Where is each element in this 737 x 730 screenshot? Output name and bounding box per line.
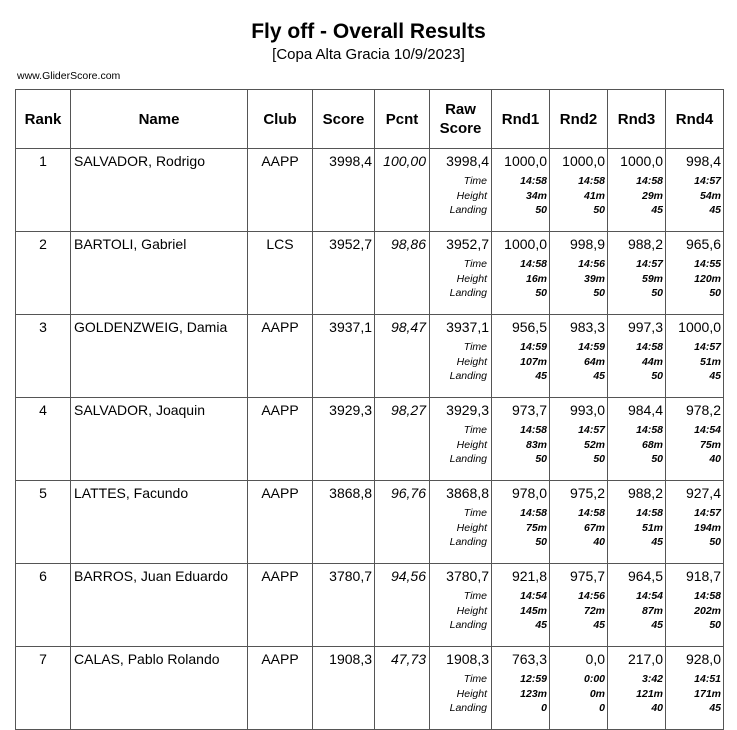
round-stats [550, 174, 605, 218]
round-stats [608, 174, 663, 218]
sub-labels [430, 423, 489, 467]
round-height: 64m [583, 355, 605, 368]
cell-score: 3998,4 [313, 149, 375, 232]
round-score: 918,7 [685, 568, 721, 584]
round-score: 973,7 [511, 402, 547, 418]
round-stats [550, 257, 605, 301]
landing-label: Landing [449, 536, 487, 549]
round-score: 1000,0 [504, 153, 547, 169]
cell-rnd4 [666, 232, 724, 315]
round-time: 14:58 [520, 175, 547, 187]
time-label: Time [463, 507, 487, 519]
sub-labels [430, 257, 489, 301]
height-label: Height [456, 355, 487, 368]
cell-name: BARROS, Juan Eduardo [71, 564, 248, 647]
round-height: 59m [641, 272, 663, 285]
round-score: 763,3 [511, 651, 547, 667]
round-landing: 50 [535, 536, 547, 549]
raw-score-value: 1908,3 [446, 651, 489, 667]
header-club: Club [248, 90, 313, 149]
round-score: 975,7 [569, 568, 605, 584]
round-landing: 50 [593, 204, 605, 217]
cell-pcnt: 100,00 [375, 149, 430, 232]
round-height: 34m [525, 189, 547, 202]
round-time: 3:42 [641, 673, 663, 685]
round-landing: 50 [651, 287, 663, 300]
table-row [16, 647, 724, 730]
round-height: 87m [641, 604, 663, 617]
landing-label: Landing [449, 287, 487, 300]
cell-rank: 5 [16, 481, 71, 564]
round-landing: 50 [593, 287, 605, 300]
round-time: 14:51 [694, 673, 721, 685]
round-height: 194m [694, 521, 721, 534]
round-height: 29m [641, 189, 663, 202]
round-score: 217,0 [627, 651, 663, 667]
cell-rnd3 [608, 647, 666, 730]
sub-labels [430, 174, 489, 218]
cell-rnd2 [550, 315, 608, 398]
round-landing: 50 [709, 287, 721, 300]
cell-rnd1 [492, 149, 550, 232]
round-score: 927,4 [685, 485, 721, 501]
round-landing: 45 [535, 619, 547, 632]
round-landing: 45 [535, 370, 547, 383]
cell-rnd2 [550, 647, 608, 730]
round-time: 14:58 [636, 175, 663, 187]
round-landing: 45 [709, 370, 721, 383]
cell-rnd3 [608, 398, 666, 481]
round-height: 68m [641, 438, 663, 451]
cell-rnd3 [608, 481, 666, 564]
table-row [16, 564, 724, 647]
round-score: 978,0 [511, 485, 547, 501]
round-stats [492, 589, 547, 633]
round-stats [608, 257, 663, 301]
landing-label: Landing [449, 370, 487, 383]
cell-pcnt: 96,76 [375, 481, 430, 564]
cell-rank: 6 [16, 564, 71, 647]
round-stats [550, 672, 605, 716]
cell-name: LATTES, Facundo [71, 481, 248, 564]
page-subtitle: [Copa Alta Gracia 10/9/2023] [272, 46, 465, 63]
cell-raw-score [430, 315, 492, 398]
cell-name: SALVADOR, Rodrigo [71, 149, 248, 232]
sub-labels [430, 340, 489, 384]
cell-score: 3937,1 [313, 315, 375, 398]
round-landing: 45 [651, 204, 663, 217]
round-height: 145m [520, 604, 547, 617]
cell-rnd2 [550, 232, 608, 315]
round-landing: 50 [535, 204, 547, 217]
round-time: 14:57 [694, 341, 721, 353]
cell-club: AAPP [248, 647, 313, 730]
round-height: 107m [520, 355, 547, 368]
round-stats [666, 257, 721, 301]
round-time: 14:58 [636, 507, 663, 519]
round-stats [492, 506, 547, 550]
round-score: 0,0 [585, 651, 605, 667]
cell-rnd2 [550, 398, 608, 481]
cell-name: CALAS, Pablo Rolando [71, 647, 248, 730]
cell-raw-score [430, 149, 492, 232]
raw-score-value: 3937,1 [446, 319, 489, 335]
cell-pcnt: 94,56 [375, 564, 430, 647]
cell-rnd1 [492, 398, 550, 481]
cell-rnd4 [666, 149, 724, 232]
round-score: 997,3 [627, 319, 663, 335]
cell-club: AAPP [248, 398, 313, 481]
landing-label: Landing [449, 204, 487, 217]
round-time: 14:58 [578, 507, 605, 519]
cell-club: AAPP [248, 481, 313, 564]
header-name: Name [71, 90, 248, 149]
table-row [16, 149, 724, 232]
round-stats [666, 174, 721, 218]
round-time: 14:59 [520, 341, 547, 353]
round-time: 14:59 [578, 341, 605, 353]
round-score: 1000,0 [678, 319, 721, 335]
cell-score: 3780,7 [313, 564, 375, 647]
cell-club: AAPP [248, 564, 313, 647]
round-stats [608, 506, 663, 550]
table-row [16, 232, 724, 315]
round-stats [666, 506, 721, 550]
cell-raw-score [430, 564, 492, 647]
site-url: www.GliderScore.com [17, 70, 121, 82]
header-rnd2: Rnd2 [550, 90, 608, 149]
round-time: 14:58 [520, 258, 547, 270]
height-label: Height [456, 272, 487, 285]
header-rnd4: Rnd4 [666, 90, 724, 149]
height-label: Height [456, 438, 487, 451]
round-stats [666, 672, 721, 716]
sub-labels [430, 672, 489, 716]
cell-club: AAPP [248, 315, 313, 398]
cell-rank: 4 [16, 398, 71, 481]
raw-score-value: 3868,8 [446, 485, 489, 501]
header-raw-line1: Raw [445, 101, 476, 118]
round-height: 121m [636, 687, 663, 700]
round-height: 75m [699, 438, 721, 451]
cell-rnd3 [608, 232, 666, 315]
round-landing: 0 [599, 702, 605, 715]
cell-rank: 3 [16, 315, 71, 398]
round-score: 983,3 [569, 319, 605, 335]
cell-pcnt: 98,27 [375, 398, 430, 481]
round-time: 14:54 [636, 590, 663, 602]
round-score: 998,9 [569, 236, 605, 252]
round-score: 988,2 [627, 236, 663, 252]
round-time: 14:57 [636, 258, 663, 270]
round-time: 14:57 [694, 507, 721, 519]
round-landing: 40 [709, 453, 721, 466]
round-time: 14:54 [694, 424, 721, 436]
cell-rnd3 [608, 315, 666, 398]
cell-club: LCS [248, 232, 313, 315]
round-time: 14:55 [694, 258, 721, 270]
round-stats [608, 340, 663, 384]
round-time: 14:56 [578, 590, 605, 602]
cell-name: SALVADOR, Joaquin [71, 398, 248, 481]
round-time: 14:56 [578, 258, 605, 270]
cell-score: 3952,7 [313, 232, 375, 315]
round-time: 14:58 [636, 341, 663, 353]
round-score: 928,0 [685, 651, 721, 667]
header-pcnt: Pcnt [375, 90, 430, 149]
cell-score: 1908,3 [313, 647, 375, 730]
round-stats [608, 423, 663, 467]
round-height: 120m [694, 272, 721, 285]
round-time: 14:58 [520, 507, 547, 519]
round-stats [608, 589, 663, 633]
cell-rnd4 [666, 647, 724, 730]
table-row [16, 398, 724, 481]
round-score: 978,2 [685, 402, 721, 418]
round-landing: 45 [651, 536, 663, 549]
round-stats [666, 423, 721, 467]
round-stats [492, 257, 547, 301]
round-score: 956,5 [511, 319, 547, 335]
table-header [16, 90, 724, 149]
round-time: 14:57 [578, 424, 605, 436]
round-height: 72m [583, 604, 605, 617]
round-landing: 45 [593, 619, 605, 632]
header-rnd3: Rnd3 [608, 90, 666, 149]
round-height: 0m [589, 687, 605, 700]
round-landing: 50 [535, 287, 547, 300]
cell-score: 3868,8 [313, 481, 375, 564]
raw-score-value: 3780,7 [446, 568, 489, 584]
cell-rnd1 [492, 647, 550, 730]
round-score: 921,8 [511, 568, 547, 584]
round-stats [666, 340, 721, 384]
cell-rnd1 [492, 315, 550, 398]
round-landing: 40 [651, 702, 663, 715]
round-score: 988,2 [627, 485, 663, 501]
cell-rnd1 [492, 481, 550, 564]
round-score: 984,4 [627, 402, 663, 418]
round-time: 14:54 [520, 590, 547, 602]
header-rank: Rank [16, 90, 71, 149]
round-landing: 45 [651, 619, 663, 632]
cell-club: AAPP [248, 149, 313, 232]
round-stats [492, 340, 547, 384]
round-landing: 50 [709, 619, 721, 632]
round-time: 14:57 [694, 175, 721, 187]
height-label: Height [456, 687, 487, 700]
sub-labels [430, 589, 489, 633]
cell-rank: 1 [16, 149, 71, 232]
cell-rnd4 [666, 564, 724, 647]
landing-label: Landing [449, 453, 487, 466]
cell-rank: 7 [16, 647, 71, 730]
cell-rank: 2 [16, 232, 71, 315]
round-height: 171m [694, 687, 721, 700]
cell-rnd4 [666, 315, 724, 398]
round-stats [550, 589, 605, 633]
header-score: Score [313, 90, 375, 149]
cell-rnd4 [666, 398, 724, 481]
round-stats [550, 506, 605, 550]
round-height: 16m [525, 272, 547, 285]
header-rnd1: Rnd1 [492, 90, 550, 149]
round-stats [550, 423, 605, 467]
landing-label: Landing [449, 702, 487, 715]
cell-rnd3 [608, 149, 666, 232]
round-time: 14:58 [520, 424, 547, 436]
round-time: 14:58 [578, 175, 605, 187]
table-row [16, 315, 724, 398]
round-landing: 50 [593, 453, 605, 466]
cell-raw-score [430, 647, 492, 730]
cell-raw-score [430, 398, 492, 481]
round-height: 67m [583, 521, 605, 534]
raw-score-value: 3998,4 [446, 153, 489, 169]
time-label: Time [463, 590, 487, 602]
time-label: Time [463, 175, 487, 187]
raw-score-value: 3929,3 [446, 402, 489, 418]
time-label: Time [463, 258, 487, 270]
round-stats [492, 174, 547, 218]
round-height: 51m [641, 521, 663, 534]
round-landing: 50 [651, 370, 663, 383]
round-score: 1000,0 [562, 153, 605, 169]
header-raw-line2: Score [439, 120, 482, 137]
round-landing: 40 [593, 536, 605, 549]
round-score: 964,5 [627, 568, 663, 584]
round-stats [492, 423, 547, 467]
cell-pcnt: 98,47 [375, 315, 430, 398]
round-time: 14:58 [636, 424, 663, 436]
cell-rnd1 [492, 564, 550, 647]
cell-raw-score [430, 481, 492, 564]
height-label: Height [456, 189, 487, 202]
round-height: 83m [525, 438, 547, 451]
round-time: 14:58 [694, 590, 721, 602]
cell-rnd1 [492, 232, 550, 315]
round-stats [666, 589, 721, 633]
round-stats [550, 340, 605, 384]
round-landing: 45 [709, 702, 721, 715]
cell-pcnt: 98,86 [375, 232, 430, 315]
round-height: 54m [699, 189, 721, 202]
round-time: 12:59 [520, 673, 547, 685]
round-landing: 45 [593, 370, 605, 383]
sub-labels [430, 506, 489, 550]
round-stats [608, 672, 663, 716]
round-time: 0:00 [583, 673, 605, 685]
cell-rnd2 [550, 564, 608, 647]
cell-score: 3929,3 [313, 398, 375, 481]
round-height: 202m [694, 604, 721, 617]
time-label: Time [463, 424, 487, 436]
round-score: 998,4 [685, 153, 721, 169]
round-landing: 45 [709, 204, 721, 217]
raw-score-value: 3952,7 [446, 236, 489, 252]
round-score: 965,6 [685, 236, 721, 252]
page-title: Fly off - Overall Results [251, 20, 486, 43]
round-height: 51m [699, 355, 721, 368]
round-score: 975,2 [569, 485, 605, 501]
round-height: 123m [520, 687, 547, 700]
round-landing: 50 [651, 453, 663, 466]
height-label: Height [456, 521, 487, 534]
round-height: 44m [641, 355, 663, 368]
round-landing: 50 [535, 453, 547, 466]
cell-name: BARTOLI, Gabriel [71, 232, 248, 315]
landing-label: Landing [449, 619, 487, 632]
round-score: 993,0 [569, 402, 605, 418]
cell-rnd2 [550, 149, 608, 232]
round-landing: 0 [541, 702, 547, 715]
cell-name: GOLDENZWEIG, Damia [71, 315, 248, 398]
header-raw-score [430, 90, 492, 149]
round-height: 41m [583, 189, 605, 202]
cell-pcnt: 47,73 [375, 647, 430, 730]
round-score: 1000,0 [504, 236, 547, 252]
round-landing: 50 [709, 536, 721, 549]
height-label: Height [456, 604, 487, 617]
results-table [15, 89, 724, 730]
cell-rnd4 [666, 481, 724, 564]
time-label: Time [463, 341, 487, 353]
table-row [16, 481, 724, 564]
round-height: 39m [583, 272, 605, 285]
cell-rnd2 [550, 481, 608, 564]
cell-raw-score [430, 232, 492, 315]
cell-rnd3 [608, 564, 666, 647]
round-score: 1000,0 [620, 153, 663, 169]
round-height: 52m [583, 438, 605, 451]
round-stats [492, 672, 547, 716]
round-height: 75m [525, 521, 547, 534]
time-label: Time [463, 673, 487, 685]
table-body [16, 149, 724, 730]
